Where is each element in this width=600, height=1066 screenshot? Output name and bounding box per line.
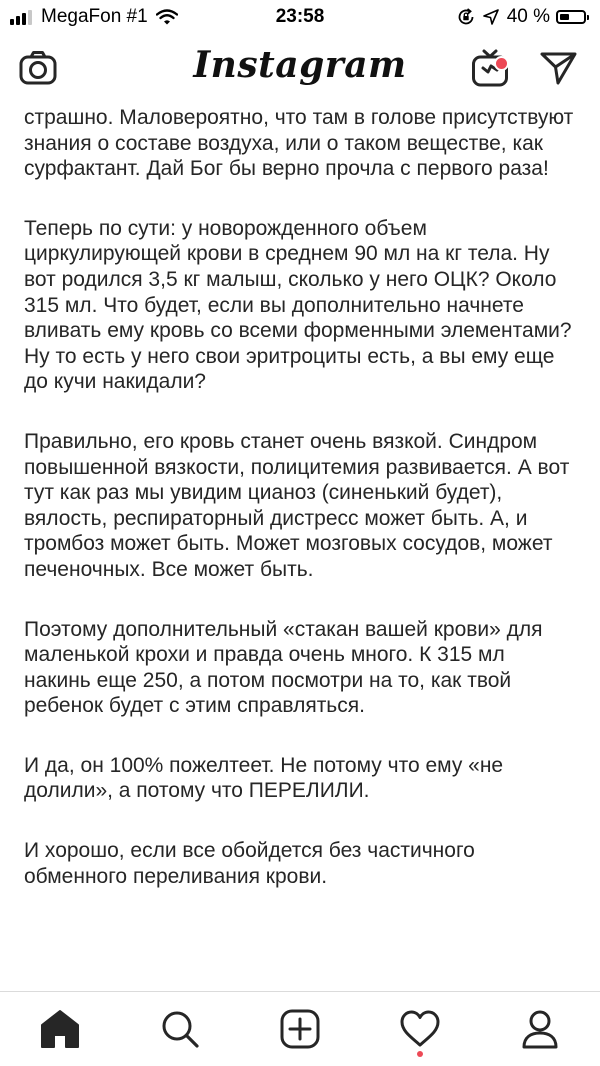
carrier-name: MegaFon #1: [41, 6, 148, 27]
instagram-logo: Instagram: [193, 44, 407, 86]
caption-paragraph: И да, он 100% пожелтеет. Не потому что ему «не долили», а потому что ПЕРЕЛИЛИ.: [24, 753, 504, 803]
home-icon: [39, 1008, 81, 1050]
orientation-lock-icon: [457, 8, 475, 26]
nav-search[interactable]: [150, 999, 210, 1059]
profile-icon: [519, 1008, 561, 1050]
search-icon: [159, 1008, 201, 1050]
caption-paragraph: Правильно, его кровь станет очень вязкой. Синдром повышенной вязкости, полицитемия развивается. А вот тут как раз мы увидим цианоз (синенький будет), вялость, респираторный дистресс может быть. А, и тромбоз может быть. Может мозговых сосудов, может печеночных. Все может быть.: [24, 429, 570, 581]
nav-new-post[interactable]: [270, 999, 330, 1059]
direct-messages-button[interactable]: [536, 46, 580, 90]
caption-paragraph: страшно. Маловероятно, что там в голове присутствуют знания о составе воздуха, или о таком веществе, как сурфактант. Дай Бог бы верно прочла с первого раза!: [24, 106, 574, 181]
location-arrow-icon: [483, 9, 499, 25]
caption-paragraph: Поэтому дополнительный «стакан вашей крови» для маленькой крохи и правда очень много. К 315 мл накинь еще 250, а потом посмотри на то, как твой ребенок будет с этим справляться.: [24, 617, 543, 718]
igtv-notification-dot: [494, 56, 509, 71]
battery-level-fill: [560, 14, 569, 20]
bottom-navigation: [0, 991, 600, 1066]
battery-percent: 40 %: [506, 6, 550, 27]
nav-profile[interactable]: [510, 999, 570, 1059]
new-post-icon: [279, 1008, 321, 1050]
status-right: [457, 6, 586, 28]
nav-activity[interactable]: [390, 999, 450, 1059]
caption-paragraph: Теперь по сути: у новорожденного объем циркулирующей крови в среднем 90 мл на кг тела. Ну вот родился 3,5 кг малыш, сколько у него ОЦК? Около 315 мл. Что будет, если вы дополнительно начнете вливать ему кровь со всеми форменными элементами? Ну то есть у него свои эритроциты есть, а вы ему еще до кучи накидали?: [24, 216, 572, 394]
nav-home[interactable]: [30, 999, 90, 1059]
battery-icon: [556, 10, 586, 24]
activity-notification-dot: [417, 1051, 423, 1057]
igtv-button[interactable]: [468, 46, 512, 90]
status-bar: [0, 0, 600, 34]
status-time: 23:58: [275, 6, 325, 27]
post-caption-scroll-area[interactable]: [0, 100, 600, 992]
caption-paragraph: И хорошо, если все обойдется без частичного обменного переливания крови.: [24, 839, 475, 888]
direct-message-icon: [538, 48, 578, 88]
post-caption: [24, 105, 576, 889]
activity-icon: [399, 1008, 441, 1050]
app-header: [0, 34, 600, 100]
